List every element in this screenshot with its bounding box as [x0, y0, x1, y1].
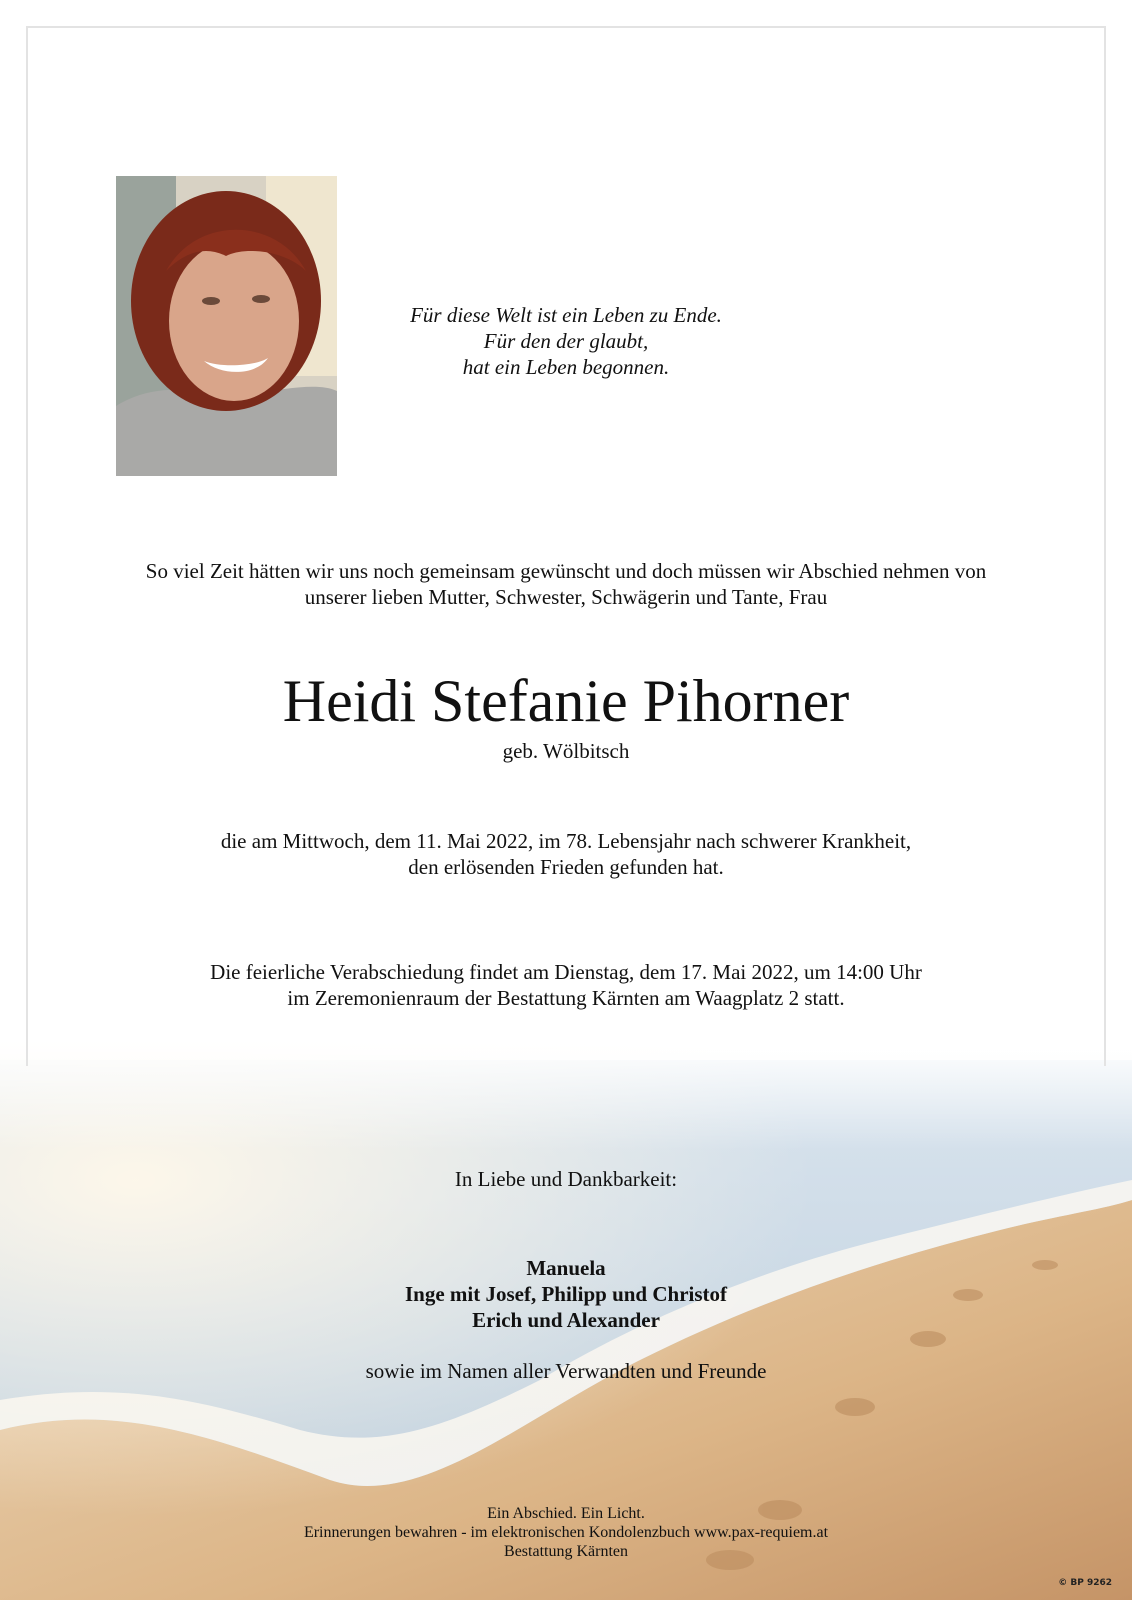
death-notice	[0, 828, 1132, 880]
maiden-name: geb. Wölbitsch	[502, 739, 630, 763]
mourner-line: Erich und Alexander	[472, 1308, 660, 1332]
footer-line: Ein Abschied. Ein Licht.	[487, 1505, 645, 1522]
deceased-name: Heidi Stefanie Pihorner	[282, 668, 850, 734]
funeral-line: im Zeremonienraum der Bestattung Kärnten am Waagplatz 2 statt.	[287, 986, 845, 1010]
intro-line: So viel Zeit hätten wir uns noch gemeinsam gewünscht und doch müssen wir Abschied nehmen von	[145, 559, 987, 583]
motto-line: hat ein Leben begonnen.	[462, 355, 670, 379]
mourner-line: Manuela	[526, 1256, 606, 1280]
thanks-heading: In Liebe und Dankbarkeit:	[454, 1167, 678, 1191]
footer	[0, 1504, 1132, 1561]
footer-line: Bestattung Kärnten	[504, 1543, 628, 1560]
motto-line: Für diese Welt ist ein Leben zu Ende.	[410, 303, 722, 327]
funeral-line: Die feierliche Verabschiedung findet am Dienstag, dem 17. Mai 2022, um 14:00 Uhr	[210, 960, 922, 984]
mourner-line: Inge mit Josef, Philipp und Christof	[404, 1282, 728, 1306]
motto-verse	[0, 302, 1132, 380]
relatives-note: sowie im Namen aller Verwandten und Freunde	[365, 1359, 767, 1383]
motto-line: Für den der glaubt,	[483, 329, 649, 353]
intro-text	[0, 558, 1132, 610]
footer-line: Erinnerungen bewahren - im elektronischen Kondolenzbuch www.pax-requiem.at	[303, 1524, 829, 1541]
funeral-details	[0, 959, 1132, 1011]
print-code: © BP 9262	[1058, 1578, 1112, 1588]
intro-line: unserer lieben Mutter, Schwester, Schwägerin und Tante, Frau	[304, 585, 828, 609]
mourners-list	[0, 1255, 1132, 1333]
death-line: die am Mittwoch, dem 11. Mai 2022, im 78. Lebensjahr nach schwerer Krankheit,	[220, 829, 912, 853]
death-line: den erlösenden Frieden gefunden hat.	[408, 855, 724, 879]
